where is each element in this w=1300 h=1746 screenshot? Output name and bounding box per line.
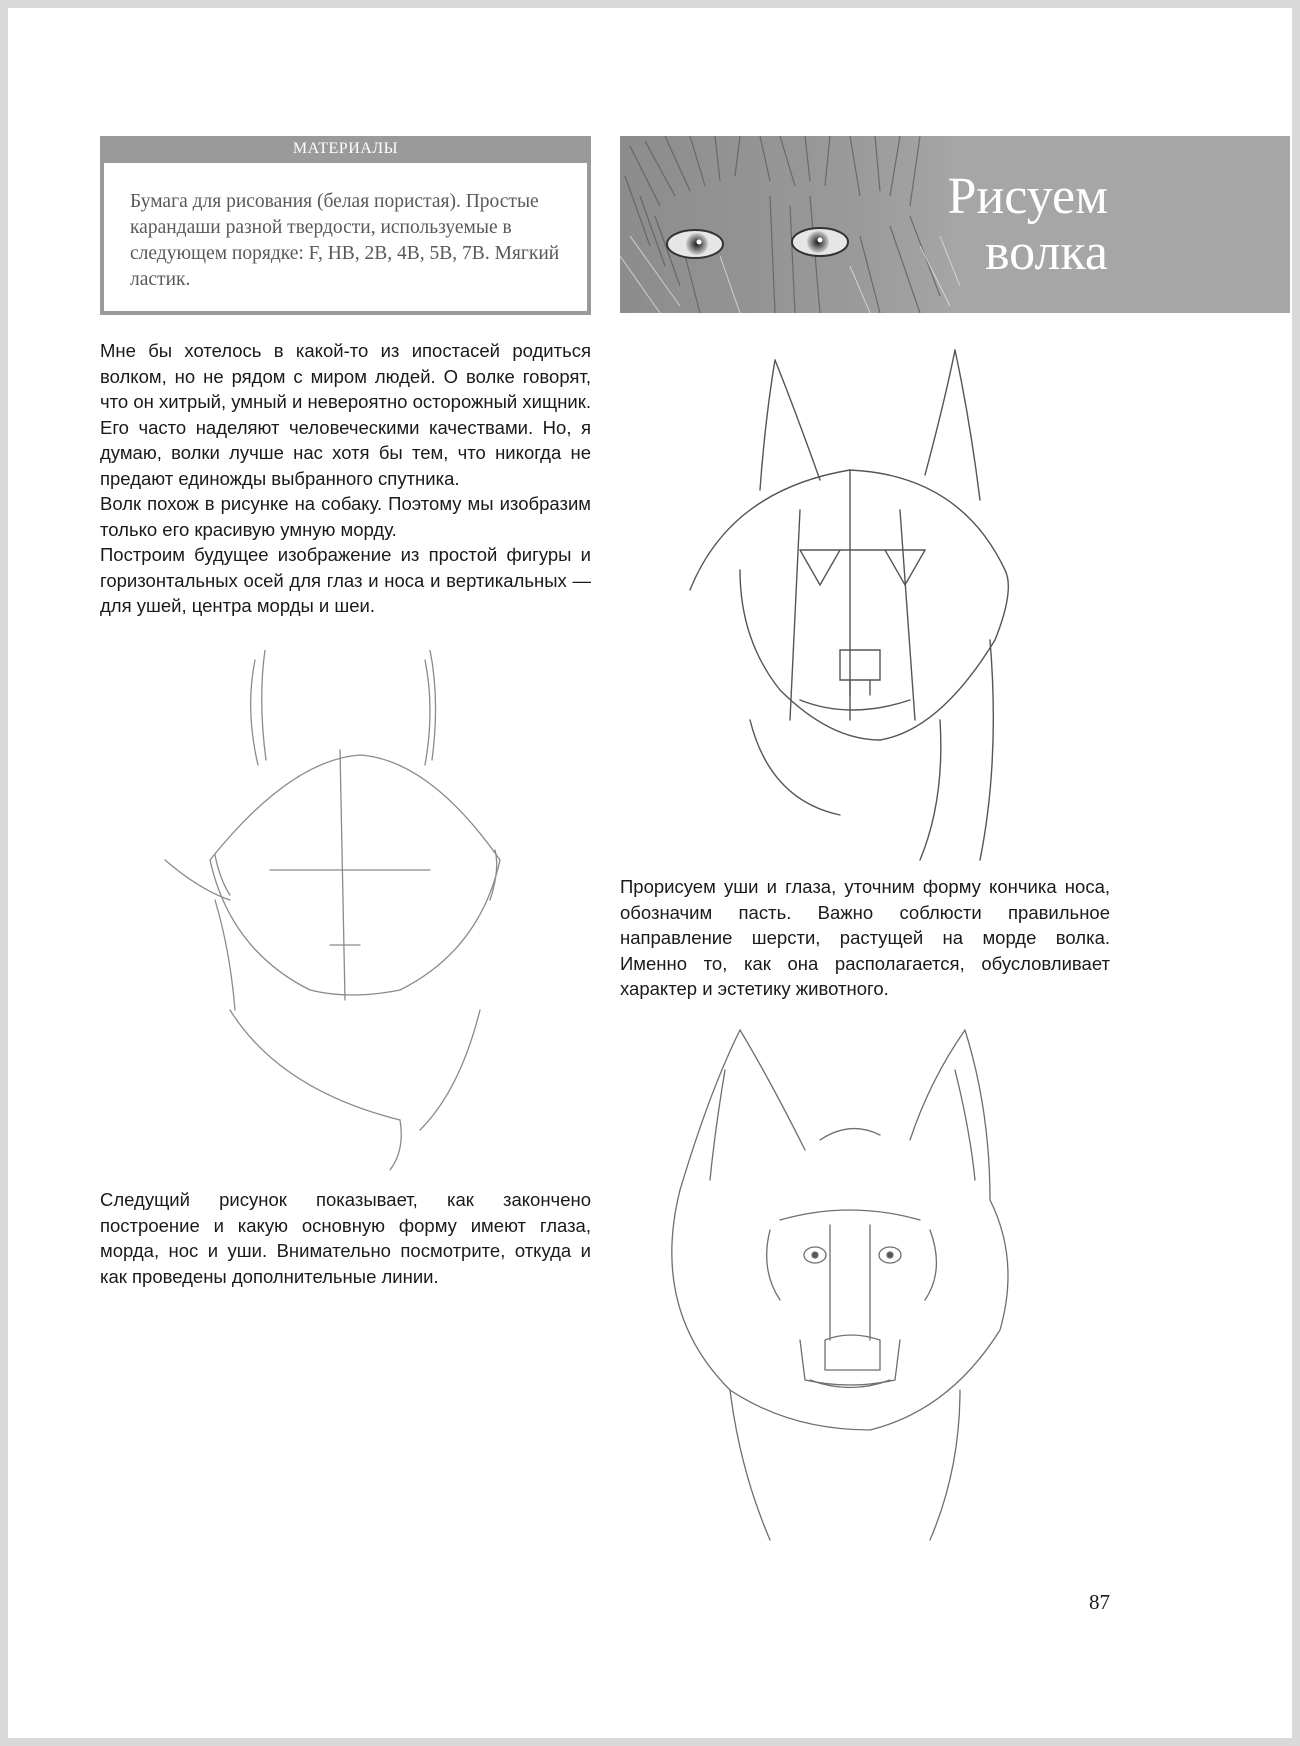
chapter-header-band [620,136,1290,313]
intro-paragraph-2: Волк похож в рисунке на собаку. Поэтому мы изобразим только его красивую умную морду. [100,493,591,540]
materials-box [100,136,591,315]
intro-paragraph-3: Построим будущее изображение из простой фигуры и горизонтальных осей для глаз и носа и вертикальных — для ушей, центра морды и шеи. [100,544,591,616]
wolf-sketch-step-2 [670,1010,1040,1550]
wolf-sketch-construction [140,650,520,1180]
chapter-title-line1: Рисуем [947,168,1108,225]
materials-title: МАТЕРИАЛЫ [292,140,399,157]
wolf-eyes-photo [620,136,960,313]
step-1-text: Следущий рисунок показывает, как закончено построение и какую основную форму имеют глаза, морда, нос и уши. Внимательно посмотрите, откуда и как проведены дополнительные линии. [100,1189,591,1287]
intro-paragraph-1: Мне бы хотелось в какой-то из ипостасей родиться волком, но не рядом с миром людей. О волке говорят, что он хитрый, умный и невероятно осторожный хищник. Его часто наделяют человеческими качествами. Но, я думаю, волки лучше нас хотя бы тем, что никогда не предают единожды выбранного спутника. [100,340,591,489]
step-2-text: Прорисуем уши и глаза, уточним форму кончика носа, обозначим пасть. Важно соблюсти правильное направление шерсти, растущей на морде волка. Именно то, как она располагается, обусловливает характер и эстетику животного. [620,876,1110,999]
chapter-title [948,169,1108,281]
chapter-title-line2: волка [984,224,1108,281]
page-number: 87 [1089,1590,1110,1614]
wolf-sketch-step-1 [670,340,1040,870]
materials-text: Бумага для рисования (белая пористая). Простые карандаши разной твердости, используемые в следующем порядке: F, HB, 2B, 4B, 5B, 7B. Мягкий ластик. [104,163,587,311]
intro-text [100,338,591,619]
